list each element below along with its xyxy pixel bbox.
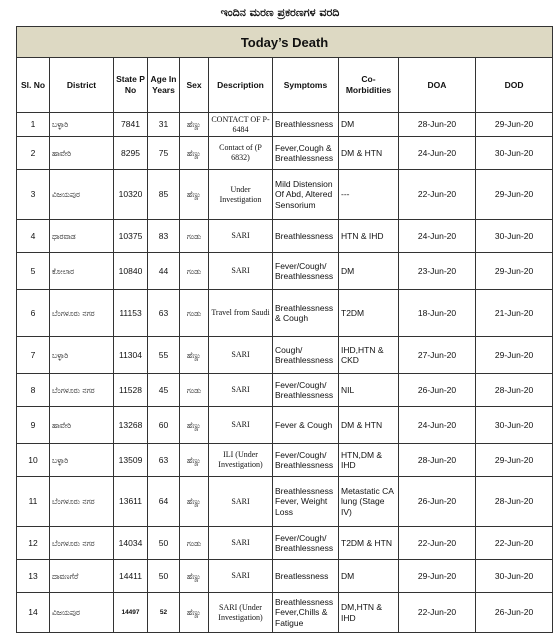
cell-sl-no: 8: [17, 374, 50, 407]
cell-comorbidities: T2DM: [339, 290, 399, 337]
cell-district: ಬೆಂಗಳೂರು ನಗರ: [50, 374, 114, 407]
cell-age: 85: [148, 170, 180, 220]
cell-district: ಬಳ್ಳಾರಿ: [50, 444, 114, 477]
cell-sl-no: 5: [17, 253, 50, 290]
deaths-table: [16, 26, 553, 633]
cell-comorbidities: DM,HTN & IHD: [339, 593, 399, 633]
cell-age: 75: [148, 137, 180, 170]
table-row: [17, 444, 553, 477]
cell-district: ಹಾವೇರಿ: [50, 407, 114, 444]
cell-comorbidities: DM & HTN: [339, 407, 399, 444]
cell-sex: ಗಂಡು: [180, 527, 209, 560]
cell-dod: 29-Jun-20: [476, 113, 553, 137]
table-body: [17, 113, 553, 633]
cell-symptoms: Breatlessness: [273, 560, 339, 593]
cell-sex: ಹೆಣ್ಣು: [180, 444, 209, 477]
cell-doa: 29-Jun-20: [399, 560, 476, 593]
column-header-symptoms: Symptoms: [273, 58, 339, 113]
cell-sex: ಹೆಣ್ಣು: [180, 593, 209, 633]
cell-doa: 22-Jun-20: [399, 593, 476, 633]
cell-description: Travel from Saudi: [209, 290, 273, 337]
cell-district: ಬಳ್ಳಾರಿ: [50, 337, 114, 374]
cell-sl-no: 7: [17, 337, 50, 374]
cell-doa: 28-Jun-20: [399, 444, 476, 477]
cell-sl-no: 11: [17, 477, 50, 527]
cell-dod: 28-Jun-20: [476, 477, 553, 527]
table-row: [17, 290, 553, 337]
column-header-district: District: [50, 58, 114, 113]
cell-description: SARI: [209, 220, 273, 253]
cell-dod: 21-Jun-20: [476, 290, 553, 337]
table-row: [17, 170, 553, 220]
cell-sl-no: 12: [17, 527, 50, 560]
cell-state-p-no: 8295: [114, 137, 148, 170]
cell-district: ವಿಜಯಪುರ: [50, 170, 114, 220]
cell-state-p-no: 11304: [114, 337, 148, 374]
cell-symptoms: Breathlessness: [273, 113, 339, 137]
cell-description: SARI: [209, 407, 273, 444]
cell-sl-no: 1: [17, 113, 50, 137]
cell-description: SARI: [209, 560, 273, 593]
cell-age: 45: [148, 374, 180, 407]
table-row: [17, 527, 553, 560]
cell-comorbidities: Metastatic CA lung (Stage IV): [339, 477, 399, 527]
cell-district: ಬೆಂಗಳೂರು ನಗರ: [50, 290, 114, 337]
cell-district: ಧಾರವಾಡ: [50, 220, 114, 253]
cell-district: ಹಾವೇರಿ: [50, 137, 114, 170]
table-title: Today’s Death: [17, 27, 553, 58]
table-row: [17, 407, 553, 444]
cell-dod: 22-Jun-20: [476, 527, 553, 560]
cell-symptoms: Mild Distension Of Abd, Altered Sensorium: [273, 170, 339, 220]
cell-doa: 26-Jun-20: [399, 477, 476, 527]
cell-district: ಬೆಂಗಳೂರು ನಗರ: [50, 477, 114, 527]
cell-district: ವಿಜಯಪುರ: [50, 593, 114, 633]
cell-dod: 28-Jun-20: [476, 374, 553, 407]
cell-age: 63: [148, 290, 180, 337]
cell-dod: 30-Jun-20: [476, 220, 553, 253]
cell-comorbidities: NIL: [339, 374, 399, 407]
cell-state-p-no: 14411: [114, 560, 148, 593]
cell-sex: ಹೆಣ್ಣು: [180, 337, 209, 374]
cell-comorbidities: T2DM & HTN: [339, 527, 399, 560]
cell-comorbidities: DM: [339, 560, 399, 593]
cell-district: ದಾವಣಗೆರೆ: [50, 560, 114, 593]
cell-sl-no: 2: [17, 137, 50, 170]
cell-district: ಕೋಲಾರ: [50, 253, 114, 290]
cell-dod: 29-Jun-20: [476, 170, 553, 220]
table-row: [17, 137, 553, 170]
column-header-sl-no: Sl. No: [17, 58, 50, 113]
table-row: [17, 477, 553, 527]
cell-comorbidities: IHD,HTN & CKD: [339, 337, 399, 374]
cell-symptoms: Breathlessness Fever,Chills & Fatigue: [273, 593, 339, 633]
cell-sex: ಗಂಡು: [180, 290, 209, 337]
cell-sl-no: 13: [17, 560, 50, 593]
cell-description: CONTACT OF P-6484: [209, 113, 273, 137]
cell-doa: 28-Jun-20: [399, 113, 476, 137]
cell-dod: 29-Jun-20: [476, 253, 553, 290]
cell-dod: 26-Jun-20: [476, 593, 553, 633]
cell-age: 50: [148, 560, 180, 593]
column-header-comorbidities: Co-Morbidities: [339, 58, 399, 113]
cell-sex: ಗಂಡು: [180, 220, 209, 253]
cell-comorbidities: ---: [339, 170, 399, 220]
column-header-dod: DOD: [476, 58, 553, 113]
cell-sl-no: 9: [17, 407, 50, 444]
table-header-row: [17, 58, 553, 113]
cell-state-p-no: 14034: [114, 527, 148, 560]
table-row: [17, 220, 553, 253]
cell-description: SARI: [209, 253, 273, 290]
cell-sex: ಹೆಣ್ಣು: [180, 137, 209, 170]
cell-state-p-no: 10375: [114, 220, 148, 253]
cell-sex: ಗಂಡು: [180, 374, 209, 407]
cell-state-p-no: 13611: [114, 477, 148, 527]
cell-doa: 22-Jun-20: [399, 170, 476, 220]
cell-symptoms: Fever/Cough/ Breathlessness: [273, 444, 339, 477]
cell-comorbidities: DM: [339, 113, 399, 137]
table-row: [17, 253, 553, 290]
cell-age: 55: [148, 337, 180, 374]
cell-description: ILI (Under Investigation): [209, 444, 273, 477]
cell-sex: ಹೆಣ್ಣು: [180, 113, 209, 137]
cell-description: SARI (Under Investigation): [209, 593, 273, 633]
cell-symptoms: Fever/Cough/ Breathlessness: [273, 253, 339, 290]
cell-district: ಬೆಂಗಳೂರು ನಗರ: [50, 527, 114, 560]
cell-sl-no: 14: [17, 593, 50, 633]
cell-age: 64: [148, 477, 180, 527]
cell-dod: 30-Jun-20: [476, 407, 553, 444]
cell-comorbidities: HTN & IHD: [339, 220, 399, 253]
cell-state-p-no: 10320: [114, 170, 148, 220]
cell-symptoms: Cough/ Breathlessness: [273, 337, 339, 374]
cell-age: 50: [148, 527, 180, 560]
cell-doa: 24-Jun-20: [399, 220, 476, 253]
column-header-doa: DOA: [399, 58, 476, 113]
cell-sex: ಹೆಣ್ಣು: [180, 477, 209, 527]
cell-comorbidities: DM: [339, 253, 399, 290]
cell-state-p-no: 11528: [114, 374, 148, 407]
cell-state-p-no: 7841: [114, 113, 148, 137]
cell-symptoms: Fever/Cough/ Breathlessness: [273, 374, 339, 407]
cell-state-p-no: 13268: [114, 407, 148, 444]
cell-sex: ಹೆಣ್ಣು: [180, 560, 209, 593]
cell-description: SARI: [209, 374, 273, 407]
cell-dod: 30-Jun-20: [476, 560, 553, 593]
cell-symptoms: Breathlessness & Cough: [273, 290, 339, 337]
cell-description: Contact of (P 6832): [209, 137, 273, 170]
column-header-age: Age In Years: [148, 58, 180, 113]
cell-age: 31: [148, 113, 180, 137]
cell-description: SARI: [209, 527, 273, 560]
cell-doa: 27-Jun-20: [399, 337, 476, 374]
cell-state-p-no: 10840: [114, 253, 148, 290]
table-row: [17, 113, 553, 137]
cell-doa: 22-Jun-20: [399, 527, 476, 560]
cell-state-p-no: 13509: [114, 444, 148, 477]
cell-description: Under Investigation: [209, 170, 273, 220]
cell-sex: ಹೆಣ್ಣು: [180, 170, 209, 220]
cell-symptoms: Breathlessness: [273, 220, 339, 253]
cell-symptoms: Breathlessness Fever, Weight Loss: [273, 477, 339, 527]
cell-doa: 24-Jun-20: [399, 407, 476, 444]
cell-state-p-no: 14497: [114, 593, 148, 633]
cell-age: 83: [148, 220, 180, 253]
column-header-description: Description: [209, 58, 273, 113]
cell-symptoms: Fever/Cough/ Breathlessness: [273, 527, 339, 560]
cell-doa: 26-Jun-20: [399, 374, 476, 407]
cell-sl-no: 10: [17, 444, 50, 477]
page-title: ಇಂದಿನ ಮರಣ ಪ್ರಕರಣಗಳ ವರದಿ: [220, 6, 340, 19]
cell-doa: 18-Jun-20: [399, 290, 476, 337]
table-row: [17, 593, 553, 633]
cell-symptoms: Fever,Cough & Breathlessness: [273, 137, 339, 170]
cell-age: 52: [148, 593, 180, 633]
table-row: [17, 560, 553, 593]
cell-sex: ಗಂಡು: [180, 253, 209, 290]
cell-comorbidities: HTN,DM & IHD: [339, 444, 399, 477]
cell-description: SARI: [209, 477, 273, 527]
cell-symptoms: Fever & Cough: [273, 407, 339, 444]
cell-description: SARI: [209, 337, 273, 374]
cell-age: 60: [148, 407, 180, 444]
cell-dod: 29-Jun-20: [476, 337, 553, 374]
cell-sl-no: 6: [17, 290, 50, 337]
cell-comorbidities: DM & HTN: [339, 137, 399, 170]
cell-sl-no: 3: [17, 170, 50, 220]
cell-doa: 24-Jun-20: [399, 137, 476, 170]
cell-age: 63: [148, 444, 180, 477]
cell-age: 44: [148, 253, 180, 290]
cell-dod: 29-Jun-20: [476, 444, 553, 477]
cell-district: ಬಳ್ಳಾರಿ: [50, 113, 114, 137]
cell-sex: ಹೆಣ್ಣು: [180, 407, 209, 444]
column-header-sex: Sex: [180, 58, 209, 113]
cell-doa: 23-Jun-20: [399, 253, 476, 290]
cell-dod: 30-Jun-20: [476, 137, 553, 170]
cell-state-p-no: 11153: [114, 290, 148, 337]
table-row: [17, 337, 553, 374]
column-header-state-p-no: State P No: [114, 58, 148, 113]
cell-sl-no: 4: [17, 220, 50, 253]
table-row: [17, 374, 553, 407]
